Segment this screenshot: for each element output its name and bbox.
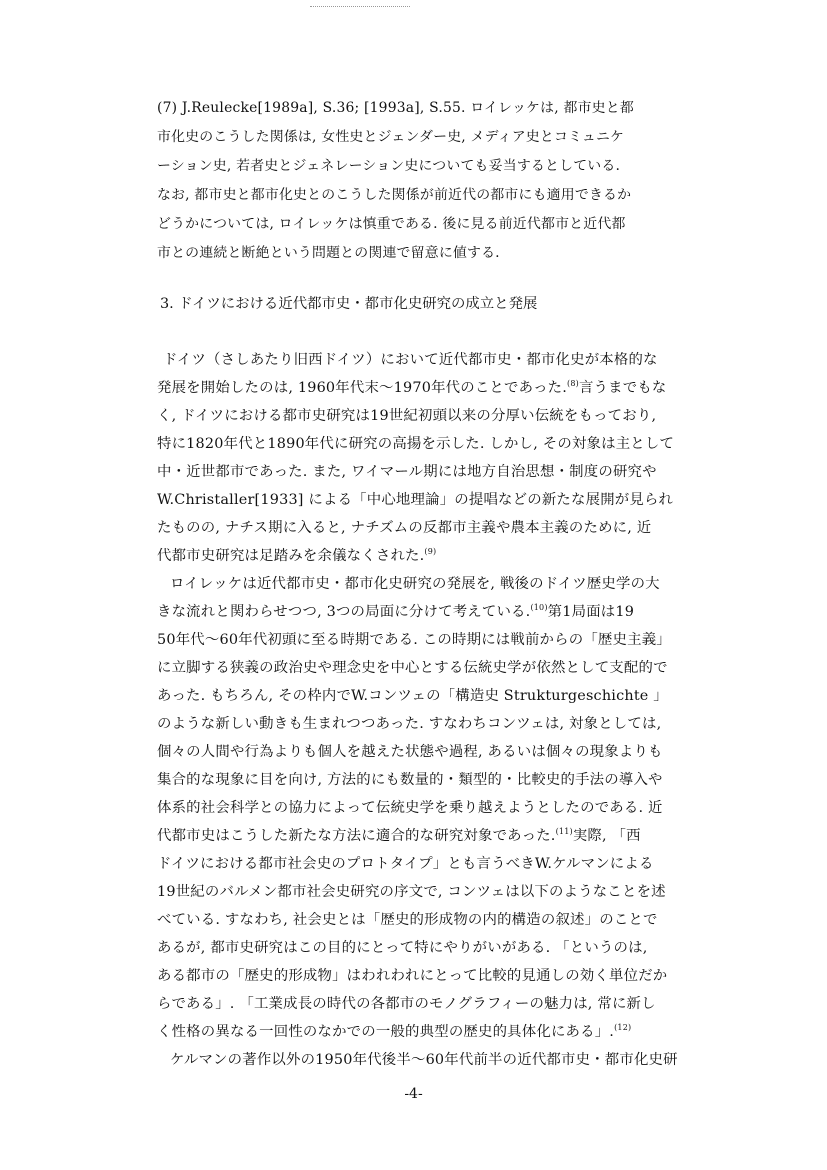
footnote-line: なお, 都市史と都市化史とのこうした関係が前近代の都市にも適用できるか [157, 187, 632, 203]
paragraph-line: 50年代～60年代初頭に至る時期である. この時期には戦前からの「歴史主義」 [157, 632, 671, 648]
paragraph-line: に立脚する狭義の政治史や理念史を中心とする伝統史学が依然として支配的で [157, 660, 668, 676]
paragraph-line: 発展を開始したのは, 1960年代末～1970年代のことであった.$^{(8)}$言うまでもな [157, 379, 667, 396]
note-marker: (8) [567, 379, 579, 389]
footnote-line: 市との連続と断絶という問題との関連で留意に値する. [157, 245, 500, 261]
page-number: -4- [404, 1086, 423, 1102]
paragraph-line: W.Christaller[1933] による「中心地理論」の提唱などの新たな展開が見られ [157, 492, 674, 508]
paragraph-line: ドイツにおける都市社会史のプロトタイプ」とも言うべきW.ケルマンによる [157, 856, 654, 872]
paragraph-line: ある都市の「歴史的形成物」はわれわれにとって比較的見通しの効く単位だか [157, 968, 668, 984]
scan-artifact [310, 6, 410, 9]
paragraph-line: あるが, 都市史研究はこの目的にとって特にやりがいがある. 「というのは, [157, 940, 648, 956]
paragraph-line: あった. もちろん, その枠内でW.コンツェの「構造史 Strukturgeschichte 」 [157, 688, 668, 704]
paragraph-line: 体系的社会科学との協力によって伝統史学を乗り越えようとしたのである. 近 [157, 800, 663, 816]
paragraph-line: 特に1820年代と1890年代に研究の高揚を示した. しかし, その対象は主として [157, 436, 675, 452]
paragraph-line: く性格の異なる一回性のなかでの一般的典型の歴史的具体化にある」.$^{(12)}$ [157, 1023, 632, 1040]
paragraph-line: 集合的な現象に目を向け, 方法的にも数量的・類型的・比較史的手法の導入や [157, 772, 663, 788]
paragraph-line: ケルマンの著作以外の1950年代後半～60年代前半の近代都市史・都市化史研 [170, 1052, 678, 1068]
note-marker: (11) [555, 827, 573, 837]
note-marker: (10) [530, 603, 548, 613]
paragraph-line: 代都市史研究は足踏みを余儀なくされた.$^{(9)}$ [157, 547, 437, 564]
paragraph-line: たものの, ナチス期に入ると, ナチズムの反都市主義や農本主義のために, 近 [157, 520, 652, 536]
footnote-line: ーション史, 若者史とジェネレーション史についても妥当するとしている. [157, 158, 621, 174]
paragraph-line: ドイツ（さしあたり旧西ドイツ）において近代都市史・都市化史が本格的な [163, 352, 658, 368]
paragraph-line: く, ドイツにおける都市史研究は19世紀初頭以来の分厚い伝統をもっており, [157, 408, 657, 424]
note-marker: (12) [614, 1023, 632, 1033]
paragraph-line: 19世紀のバルメン都市社会史研究の序文で, コンツェは以下のようなことを述 [157, 884, 666, 900]
paragraph-line: 個々の人間や行為よりも個人を越えた状態や過程, あるいは個々の現象よりも [157, 744, 663, 760]
paragraph-line: 代都市史はこうした新たな方法に適合的な研究対象であった.$^{(11)}$実際, 「西 [157, 827, 641, 844]
footnote-line: 市化史のこうした関係は, 女性史とジェンダー史, メディア史とコミュニケ [157, 129, 625, 145]
footnote-line: どうかについては, ロイレッケは慎重である. 後に見る前近代都市と近代都 [157, 216, 626, 232]
paragraph-line: 中・近世都市であった. また, ワイマール期には地方自治思想・制度の研究や [157, 464, 657, 480]
paragraph-line: ロイレッケは近代都市史・都市化史研究の発展を, 戦後のドイツ歴史学の大 [170, 576, 660, 592]
footnote-line: (7) J.Reulecke[1989a], S.36; [1993a], S.55. ロイレッケは, 都市史と都 [157, 100, 634, 116]
paragraph-line: らである」. 「工業成長の時代の各都市のモノグラフィーの魅力は, 常に新し [157, 996, 656, 1012]
section-heading: 3. ドイツにおける近代都市史・都市化史研究の成立と発展 [160, 296, 538, 312]
paragraph-line: のような新しい動きも生まれつつあった. すなわちコンツェは, 対象としては, [157, 716, 662, 732]
paragraph-line: べている. すなわち, 社会史とは「歴史的形成物の内的構造の叙述」のことで [157, 912, 658, 928]
paragraph-line: きな流れと関わらせつつ, 3つの局面に分けて考えている.$^{(10)}$第1局面は19 [157, 603, 635, 620]
note-marker: (9) [424, 547, 437, 557]
